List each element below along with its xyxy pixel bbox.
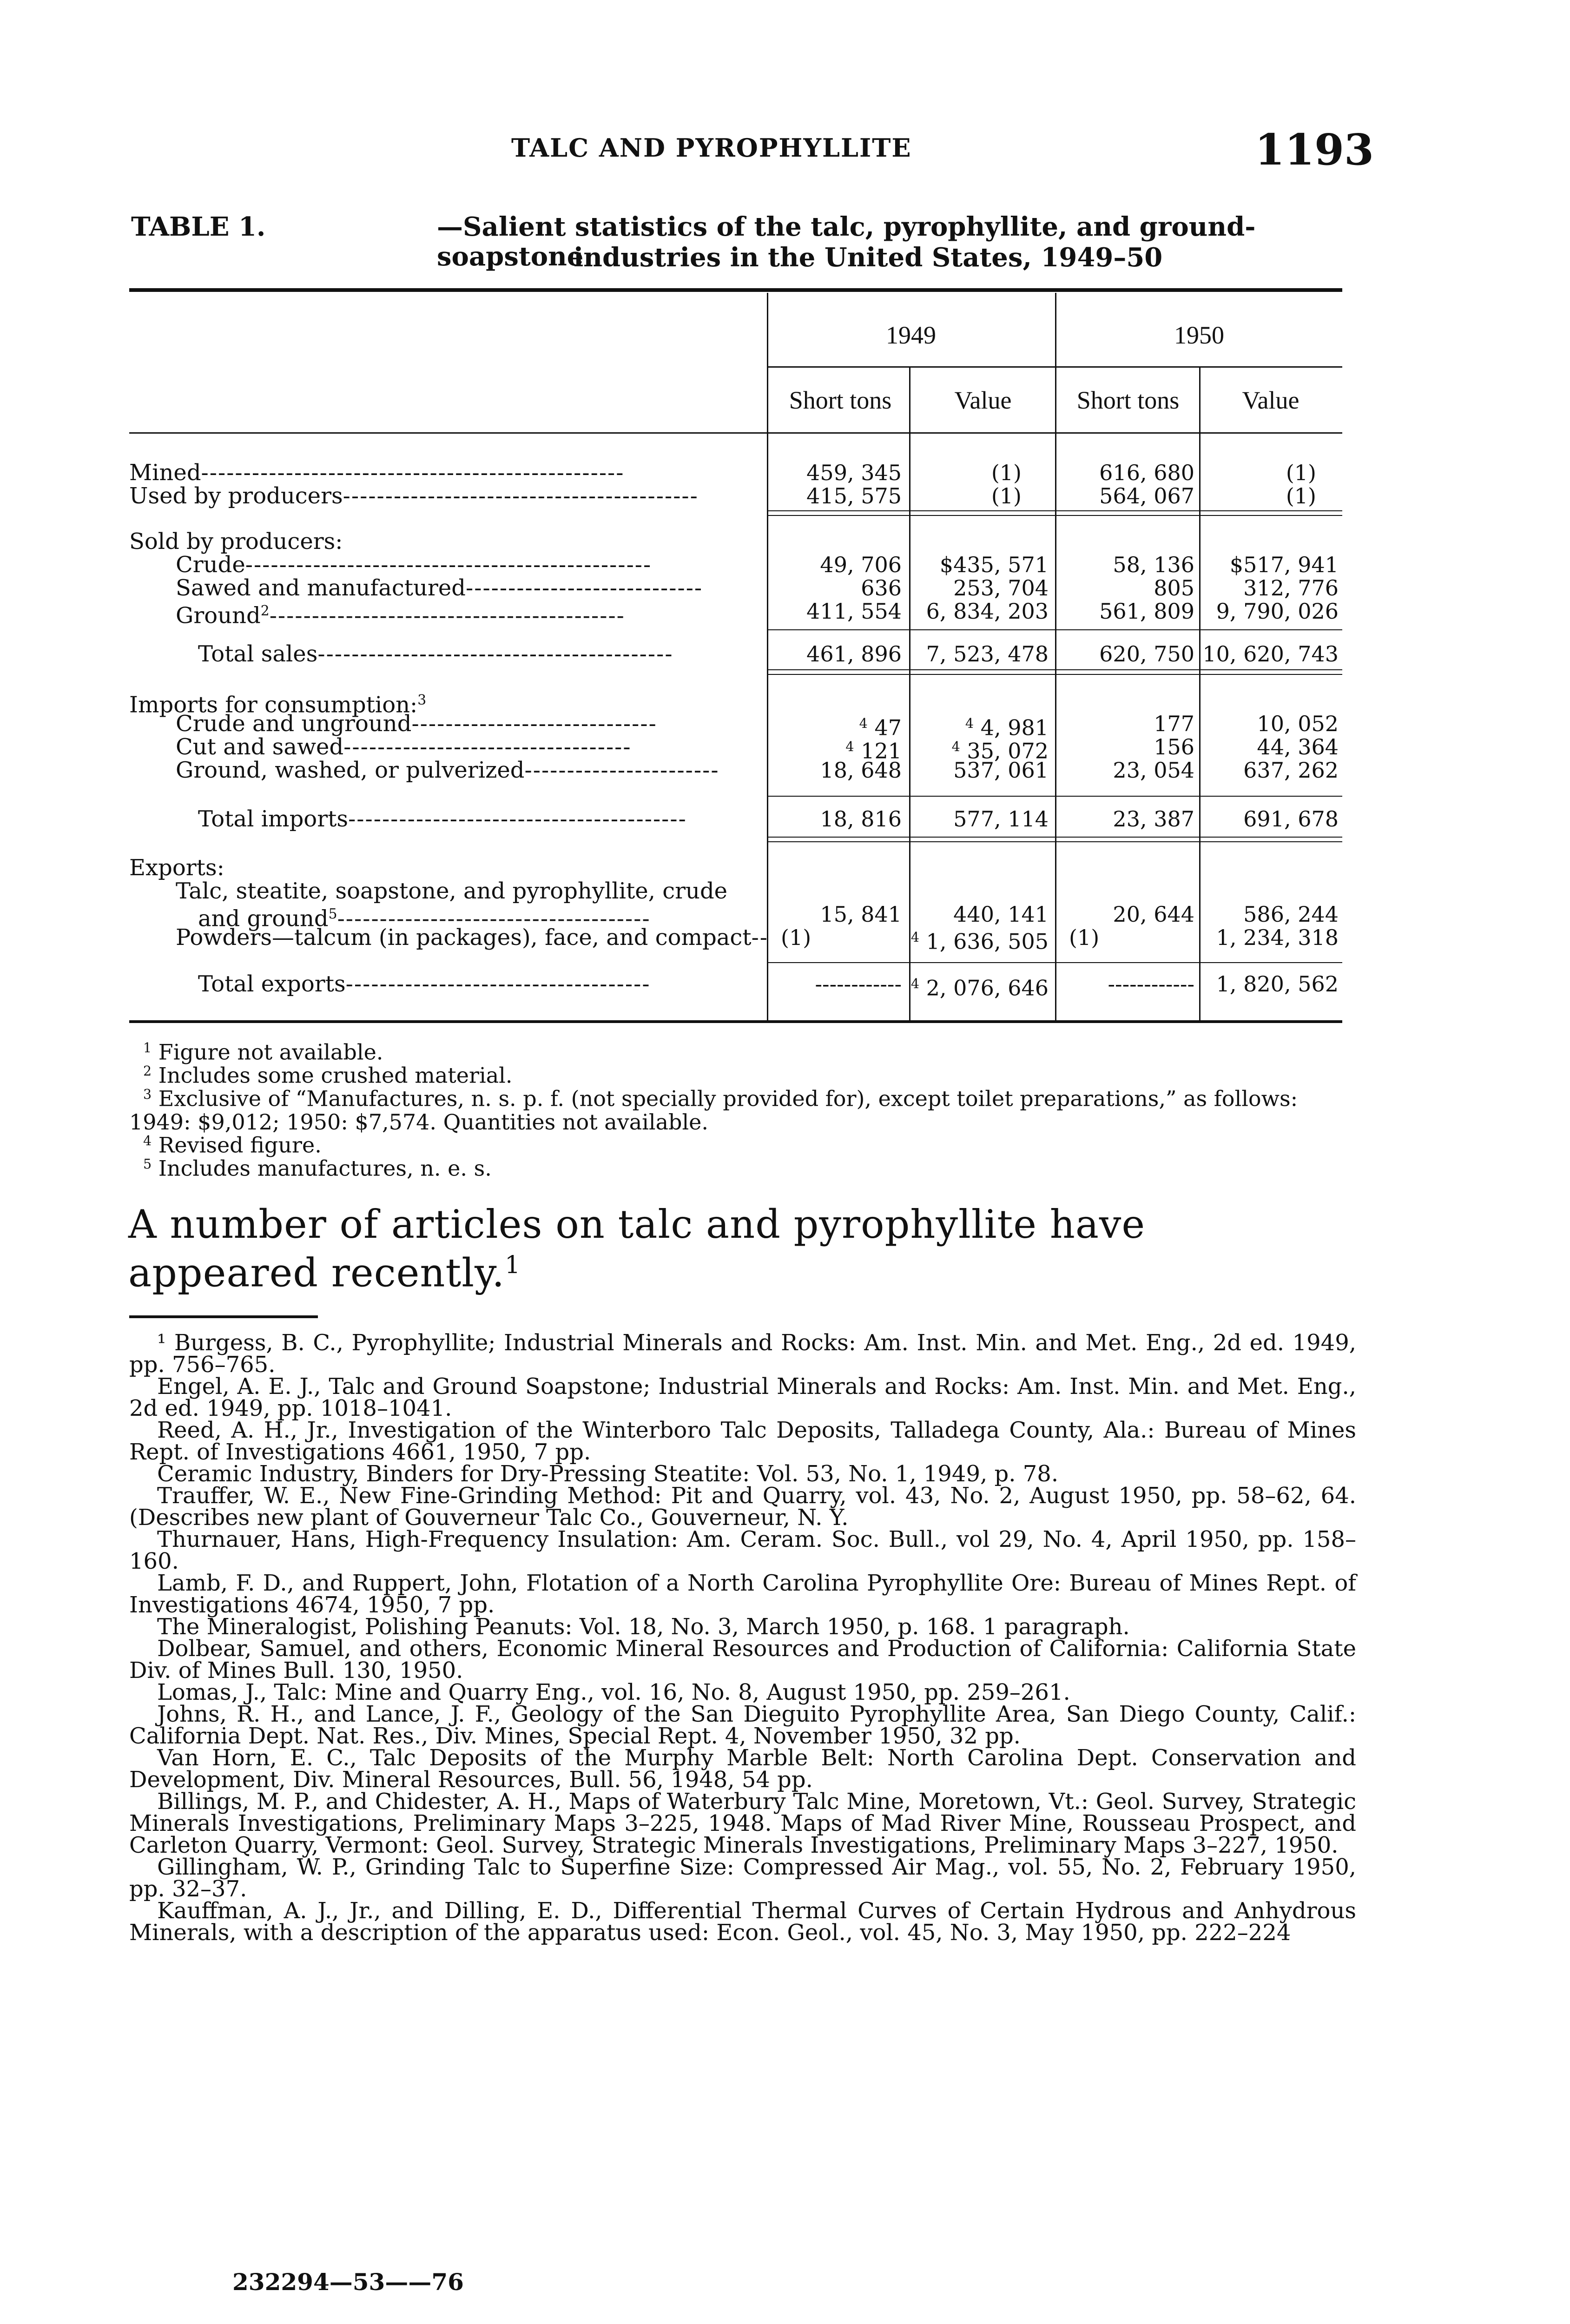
reference-item: Gillingham, W. P., Grinding Talc to Superfine Size: Compressed Air Mag., vol. 55, No. 2, February 1950, pp. 32–37.: [129, 1854, 1356, 1902]
cell-mined-tons-1950: 616, 680: [1099, 460, 1194, 485]
cell-ground-tons-1949: 411, 554: [806, 599, 902, 624]
reference-item: Reed, A. H., Jr., Investigation of the Winterboro Talc Deposits, Talladega County, Ala.: Bureau of Mines Rept. of Investigations 4661, 1950, 7 pp.: [129, 1417, 1356, 1465]
caption-line-2: industries in the United States, 1949–50: [574, 242, 1163, 273]
row-label-ground: Ground$^2$------------------------------------------: [176, 602, 625, 629]
reference-item: Thurnauer, Hans, High-Frequency Insulation: Am. Ceram. Soc. Bull., vol 29, No. 4, April 1950, pp. 158–160.: [129, 1526, 1356, 1574]
cell-crude-tons-1950: 58, 136: [1113, 552, 1194, 577]
cell-total-exports-tons-1949: ------------: [815, 971, 902, 997]
cell-total-exports-value-1950: 1, 820, 562: [1216, 971, 1339, 997]
cell-imp-ground-value-1949: 537, 061: [953, 758, 1049, 783]
group-rule: [767, 515, 1342, 516]
print-code: 232294—53——76: [232, 2268, 464, 2296]
row-label-total-sales: Total sales------------------------------------------: [198, 641, 673, 667]
cell-exp-powders-tons-1950: (1): [1069, 925, 1100, 950]
caption-line-1: —Salient statistics of the talc, pyrophyllite, and ground-soapstone: [437, 211, 1256, 272]
reference-item: Kauffman, A. J., Jr., and Dilling, E. D., Differential Thermal Curves of Certain Hydrous and Anhydrous Minerals, with a description of the apparatus used: Econ. Geol., vol. 45, No. 3, May 1950, pp. 222–224: [129, 1898, 1356, 1946]
section-exports: Exports:: [129, 855, 224, 881]
row-label-exp-talc-line1: Talc, steatite, soapstone, and pyrophyllite, crude: [176, 878, 728, 904]
col-divider-1949: [909, 367, 910, 1020]
cell-imp-crude-tons-1949: $^4$ 47: [859, 715, 902, 740]
cell-exp-powders-tons-1949: (1): [781, 925, 811, 950]
table-top-rule: [129, 288, 1342, 292]
cell-ground-value-1950: 9, 790, 026: [1216, 599, 1339, 624]
row-label-total-exports: Total exports------------------------------------: [198, 971, 651, 997]
row-label-imp-ground: Ground, washed, or pulverized-----------------------: [176, 757, 719, 783]
reference-item: The Mineralogist, Polishing Peanuts: Vol. 18, No. 3, March 1950, p. 168. 1 paragraph.: [157, 1614, 1130, 1640]
cell-mined-value-1949: (1): [991, 460, 1022, 485]
cell-ground-value-1949: 6, 834, 203: [926, 599, 1049, 624]
cell-total-exports-tons-1950: ------------: [1108, 971, 1194, 997]
table-footnote: $^1$ Figure not available.: [143, 1039, 383, 1065]
reference-item: Johns, R. H., and Lance, J. F., Geology of the San Dieguito Pyrophyllite Area, San Diego County, Calif.: California Dept. Nat. Res., Div. Mines, Special Rept. 4, November 1950, 32 pp.: [129, 1701, 1356, 1749]
cell-crude-tons-1949: 49, 706: [820, 552, 902, 577]
cell-crude-value-1949: $435, 571: [939, 552, 1049, 577]
cell-sawed-value-1950: 312, 776: [1243, 575, 1339, 601]
row-label-mined: Mined--------------------------------------------------: [129, 460, 625, 486]
cell-imp-cut-value-1950: 44, 364: [1257, 734, 1339, 759]
cell-imp-cut-tons-1949: $^4$ 121: [845, 738, 902, 764]
reference-item: Dolbear, Samuel, and others, Economic Mineral Resources and Production of California: California State Div. of Mines Bull. 130, 1950.: [129, 1636, 1356, 1684]
row-label-used: Used by producers------------------------------------------: [129, 483, 699, 509]
cell-total-sales-value-1950: 10, 620, 743: [1202, 641, 1339, 667]
cell-sawed-value-1949: 253, 704: [953, 575, 1049, 601]
cell-imp-crude-tons-1950: 177: [1154, 711, 1194, 736]
cell-total-imports-value-1949: 577, 114: [953, 806, 1049, 832]
group-rule: [767, 841, 1342, 842]
header-bottom-rule: [129, 432, 1342, 434]
section-imports: Imports for consumption:$^3$: [129, 692, 427, 718]
footnote-rule: [129, 1315, 318, 1318]
table-bottom-rule: [129, 1020, 1342, 1023]
cell-total-sales-value-1949: 7, 523, 478: [926, 641, 1049, 667]
col-header-value-1950: Value: [1242, 386, 1300, 414]
group-rule: [767, 837, 1342, 838]
cell-used-value-1950: (1): [1286, 483, 1316, 508]
year-header-rule: [767, 366, 1342, 368]
stub-divider: [767, 293, 768, 1020]
cell-exp-talc-tons-1950: 20, 644: [1113, 902, 1194, 927]
row-label-total-imports: Total imports----------------------------------------: [198, 806, 687, 832]
cell-sawed-tons-1950: 805: [1154, 575, 1194, 601]
cell-total-imports-tons-1950: 23, 387: [1113, 806, 1194, 832]
table-footnote: $^3$ Exclusive of “Manufactures, n. s. p. f. (not specially provided for), except toilet preparations,” as follows: 1949: $9,012; 1950: $7,574. Quantities not available.: [129, 1086, 1298, 1135]
cell-crude-value-1950: $517, 941: [1229, 552, 1339, 577]
cell-used-tons-1949: 415, 575: [806, 483, 902, 508]
cell-imp-crude-value-1950: 10, 052: [1257, 711, 1339, 736]
cell-total-imports-tons-1949: 18, 816: [820, 806, 902, 832]
reference-item: Van Horn, E. C., Talc Deposits of the Murphy Marble Belt: North Carolina Dept. Conservation and Development, Div. Mineral Resources, Bull. 56, 1948, 54 pp.: [129, 1745, 1356, 1793]
cell-sawed-tons-1949: 636: [861, 575, 902, 601]
row-label-exp-powders: Powders—talcum (in packages), face, and compact--: [176, 924, 769, 951]
table-footnote: $^5$ Includes manufactures, n. e. s.: [143, 1155, 492, 1181]
running-title: TALC AND PYROPHYLLITE: [511, 133, 912, 163]
group-rule: [767, 629, 1342, 630]
cell-total-imports-value-1950: 691, 678: [1243, 806, 1339, 832]
col-header-short-tons-1949: Short tons: [789, 386, 892, 414]
cell-exp-powders-value-1949: $^4$ 1, 636, 505: [910, 929, 1049, 954]
cell-exp-powders-value-1950: 1, 234, 318: [1216, 925, 1339, 950]
cell-total-exports-value-1949: $^4$ 2, 076, 646: [910, 975, 1049, 1001]
group-rule: [767, 669, 1342, 670]
reference-item: Billings, M. P., and Chidester, A. H., Maps of Waterbury Talc Mine, Moretown, Vt.: Geol. Survey, Strategic Minerals Investigations, Preliminary Maps 3–225, 1948. Maps of Mad River Mine, Rousseau Prospect, and Carleton Quarry, Vermont: Geol. Survey, Strategic Minerals Investigations, Preliminary Maps 3–227, 1950.: [129, 1789, 1356, 1858]
cell-imp-cut-value-1949: $^4$ 35, 072: [951, 738, 1049, 764]
col-divider-1950: [1199, 367, 1201, 1020]
cell-exp-talc-value-1950: 586, 244: [1243, 902, 1339, 927]
reference-item: Trauffer, W. E., New Fine-Grinding Method: Pit and Quarry, vol. 43, No. 2, August 1950, pp. 58–62, 64. (Describes new plant of Gouverneur Talc Co., Gouverneur, N. Y.: [129, 1483, 1356, 1531]
row-label-imp-cut: Cut and sawed----------------------------------: [176, 734, 632, 760]
col-header-value-1949: Value: [954, 386, 1012, 414]
group-rule: [767, 962, 1342, 963]
cell-used-value-1949: (1): [991, 483, 1022, 508]
section-sold: Sold by producers:: [129, 528, 343, 555]
cell-mined-tons-1949: 459, 345: [806, 460, 902, 485]
group-rule: [767, 796, 1342, 797]
reference-item: Lamb, F. D., and Ruppert, John, Flotation of a North Carolina Pyrophyllite Ore: Bureau of Mines Rept. of Investigations 4674, 1950, 7 pp.: [129, 1570, 1356, 1618]
group-rule: [767, 674, 1342, 675]
year-divider: [1055, 293, 1056, 1020]
reference-item: Ceramic Industry, Binders for Dry-Pressing Steatite: Vol. 53, No. 1, 1949, p. 78.: [157, 1461, 1059, 1487]
table-label: TABLE 1.: [131, 211, 266, 242]
cell-total-sales-tons-1949: 461, 896: [806, 641, 902, 667]
references-list: [129, 1332, 1356, 1944]
row-label-crude: Crude------------------------------------------------: [176, 552, 652, 578]
reference-item: ¹ Burgess, B. C., Pyrophyllite; Industrial Minerals and Rocks: Am. Inst. Min. and Met. Eng., 2d ed. 1949, pp. 756–765.: [129, 1330, 1356, 1378]
table-footnote: $^2$ Includes some crushed material.: [143, 1063, 513, 1088]
year-header-1950: 1950: [1174, 321, 1224, 349]
cell-ground-tons-1950: 561, 809: [1099, 599, 1194, 624]
table-footnote: $^4$ Revised figure.: [143, 1132, 322, 1158]
reference-item: Engel, A. E. J., Talc and Ground Soapstone; Industrial Minerals and Rocks: Am. Inst. Min. and Met. Eng., 2d ed. 1949, pp. 1018–1041.: [129, 1373, 1356, 1421]
col-header-short-tons-1950: Short tons: [1076, 386, 1180, 414]
row-label-sawed: Sawed and manufactured----------------------------: [176, 575, 703, 601]
cell-exp-talc-tons-1949: 15, 841: [820, 902, 902, 927]
cell-imp-ground-value-1950: 637, 262: [1243, 758, 1339, 783]
body-paragraph: A number of articles on talc and pyrophyllite have appeared recently.$^1$: [128, 1202, 1146, 1296]
cell-imp-crude-value-1949: $^4$ 4, 981: [965, 715, 1049, 740]
reference-item: Lomas, J., Talc: Mine and Quarry Eng., vol. 16, No. 8, August 1950, pp. 259–261.: [157, 1679, 1070, 1705]
cell-mined-value-1950: (1): [1286, 460, 1316, 485]
year-header-1949: 1949: [886, 321, 936, 349]
cell-exp-talc-value-1949: 440, 141: [953, 902, 1049, 927]
cell-total-sales-tons-1950: 620, 750: [1099, 641, 1194, 667]
cell-imp-ground-tons-1950: 23, 054: [1113, 758, 1194, 783]
cell-imp-ground-tons-1949: 18, 648: [820, 758, 902, 783]
cell-imp-cut-tons-1950: 156: [1154, 734, 1194, 759]
row-label-imp-crude: Crude and unground-----------------------------: [176, 711, 657, 737]
row-label-exp-talc: and ground$^5$-------------------------------------: [198, 905, 651, 932]
group-rule: [767, 510, 1342, 511]
page-number: 1193: [1255, 125, 1374, 175]
cell-used-tons-1950: 564, 067: [1099, 483, 1194, 508]
